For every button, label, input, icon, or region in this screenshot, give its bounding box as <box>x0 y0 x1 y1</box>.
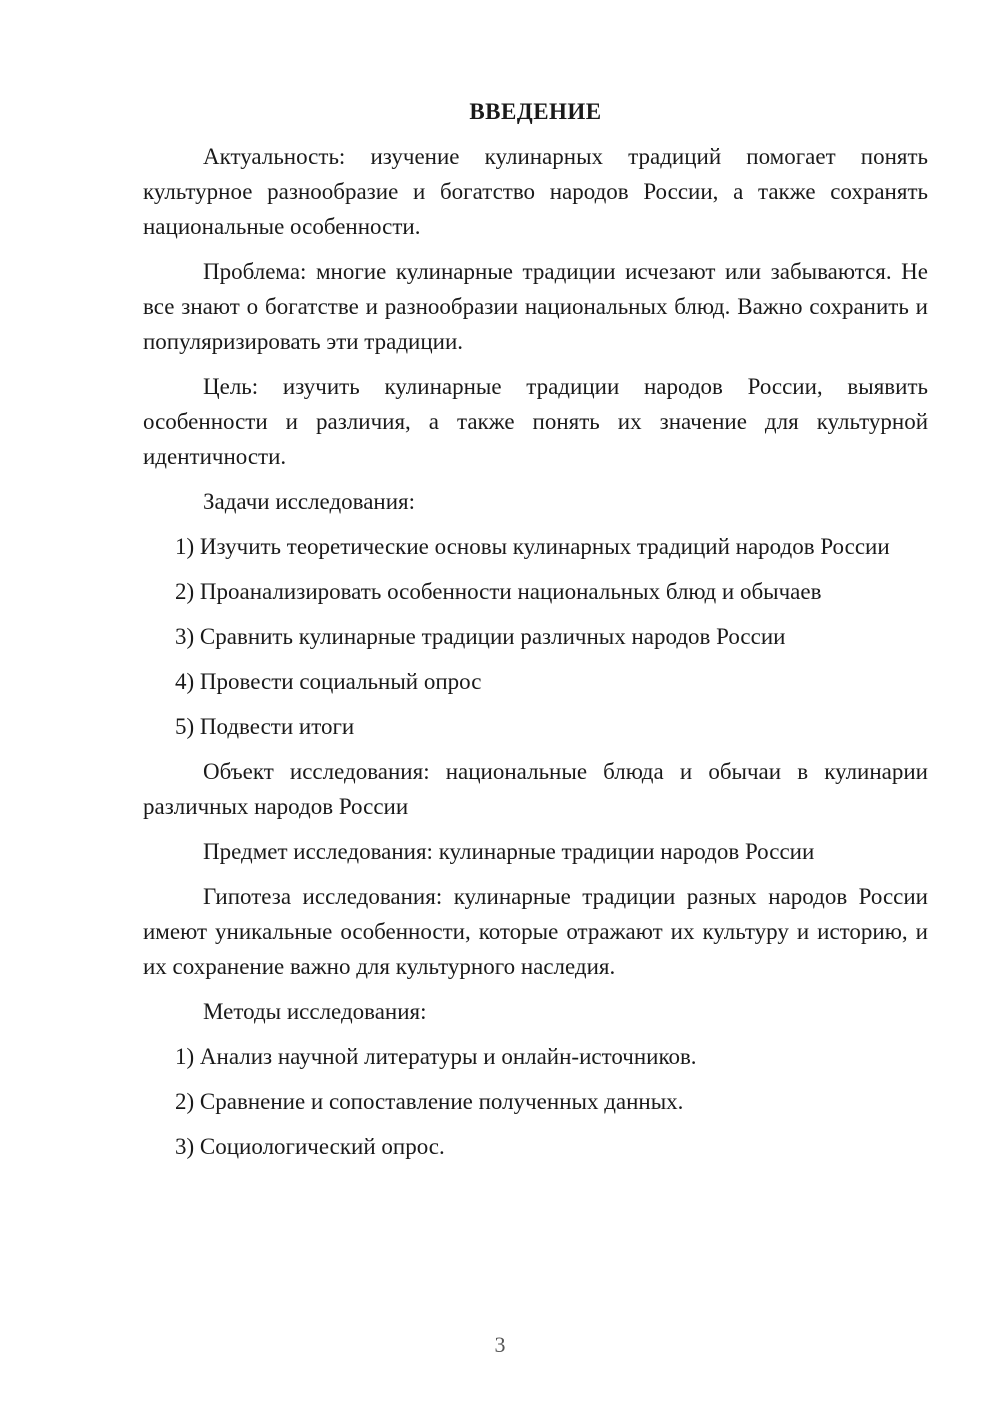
task-item-3: 3) Сравнить кулинарные традиции различных народов России <box>175 624 786 649</box>
document-page <box>143 94 928 1174</box>
task-item-4: 4) Провести социальный опрос <box>175 669 482 694</box>
methods-heading: Методы исследования: <box>203 999 427 1024</box>
paragraph-goal: Цель: изучить кулинарные традиции народов России, выявить особенности и различия, а также понять их значение для культурной идентичности. <box>143 374 928 469</box>
paragraph-problem: Проблема: многие кулинарные традиции исчезают или забываются. Не все знают о богатстве и разнообразии национальных блюд. Важно сохранить и популяризировать эти традиции. <box>143 259 928 354</box>
section-title: ВВЕДЕНИЕ <box>469 99 602 124</box>
task-item-5: 5) Подвести итоги <box>175 714 355 739</box>
task-item-1: 1) Изучить теоретические основы кулинарных традиций народов России <box>175 534 890 559</box>
paragraph-object: Объект исследования: национальные блюда и обычаи в кулинарии различных народов России <box>143 759 928 819</box>
tasks-heading: Задачи исследования: <box>203 489 416 514</box>
paragraph-relevance: Актуальность: изучение кулинарных традиций помогает понять культурное разнообразие и богатство народов России, а также сохранять национальные особенности. <box>143 144 928 239</box>
paragraph-subject: Предмет исследования: кулинарные традиции народов России <box>203 839 815 864</box>
paragraph-hypothesis: Гипотеза исследования: кулинарные традиции разных народов России имеют уникальные особенности, которые отражают их культуру и историю, и их сохранение важно для культурного наследия. <box>143 884 928 979</box>
method-item-1: 1) Анализ научной литературы и онлайн-источников. <box>175 1044 697 1069</box>
page-number: 3 <box>494 1332 506 1357</box>
method-item-2: 2) Сравнение и сопоставление полученных данных. <box>175 1089 684 1114</box>
task-item-2: 2) Проанализировать особенности национальных блюд и обычаев <box>175 579 822 604</box>
method-item-3: 3) Социологический опрос. <box>175 1134 445 1159</box>
